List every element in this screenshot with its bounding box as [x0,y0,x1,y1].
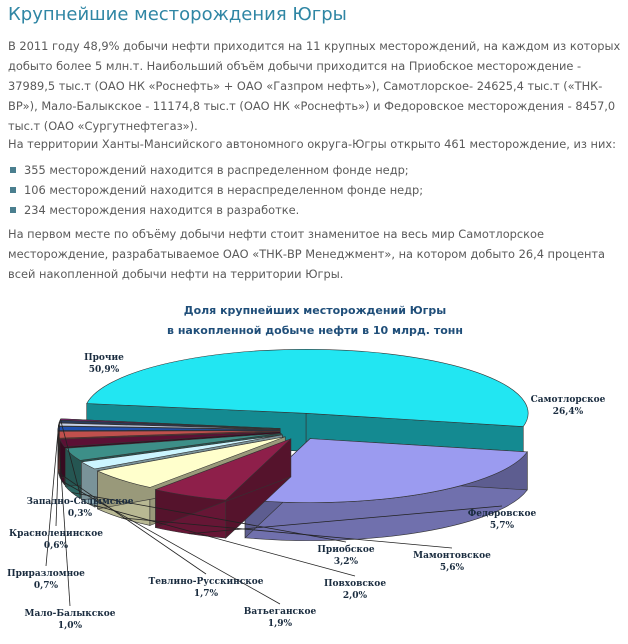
chart-title-line2: в накопленной добыче нефти в 10 млрд. тонн [167,324,463,337]
slice-name: Тевлино-Русскинское [148,577,264,587]
list-item [8,180,423,200]
slice-name: Красноленинское [8,529,104,539]
list-item-text: 106 месторождений находится в нераспределенном фонде недр; [24,183,424,197]
slice-value: 5,7% [489,521,515,531]
slice-value: 2,0% [342,591,368,601]
slice-value: 3,2% [333,557,359,567]
slice-name: Мамонтовское [413,551,491,561]
slice-value: 0,6% [43,541,69,551]
slice-value: 0,7% [33,581,59,591]
list-item-text: 234 месторождения находится в разработке. [24,203,300,217]
fields-paragraph: На территории Ханты-Мансийского автономного округа-Югры открыто 461 месторождение, из них: [8,137,616,151]
list-item [8,200,423,220]
slice-value: 0,3% [67,509,93,519]
list-item [8,160,423,180]
square-bullet-icon [10,167,16,173]
slice-name: Повховское [323,579,387,589]
samotlor-paragraph: На первом месте по объёму добычи нефти стоит знаменитое на весь мир Самотлорское месторождение, разрабатываемое ОАО «ТНК-ВР Менеджмент», на котором добыто 26,4 процента всей накопленной добычи нефти на территории Югры. [8,227,606,281]
square-bullet-icon [10,207,16,213]
slice-name: Ватьеганское [243,607,317,617]
list-item-text: 355 месторождений находится в распределенном фонде недр; [24,163,409,177]
fields-list [8,160,423,220]
slice-name: Мало-Балыкское [24,609,116,619]
slice-name: Приразломное [7,569,85,579]
slice-value: 26,4% [552,407,584,417]
slice-name: Прочие [84,353,124,363]
slice-value: 1,0% [57,621,83,631]
chart-title-line1: Доля крупнейших месторождений Югры [183,304,447,317]
slice-value: 1,9% [267,619,293,629]
slice-name: Федоровское [467,509,537,519]
square-bullet-icon [10,187,16,193]
pie-chart [0,290,628,644]
slice-value: 50,9% [88,365,120,375]
slice-value: 1,7% [193,589,219,599]
page-title: Крупнейшие месторождения Югры [8,4,347,25]
slice-value: 5,6% [439,563,465,573]
pie-slices [58,349,528,540]
intro-paragraph: В 2011 году 48,9% добычи нефти приходится на 11 крупных месторождений, на каждом из которых добыто более 5 млн.т. Наибольший объём добычи приходится на Приобское месторождение - 37989,5 тыс.т (ОАО НК «Роснефть» + ОАО «Газпром нефть»), Самотлорское- 24625,4 тыс.т («ТНК-ВР»), Мало-Балыкское - 11174,8 тыс.т (ОАО НК «Роснефть») и Федоровское месторождения - 8457,0 тыс.т (ОАО «Сургутнефтегаз»). [8,39,621,133]
slice-label [531,395,606,417]
slice-name: Приобское [317,545,375,555]
slice-name: Самотлорское [530,395,606,405]
slice-name: Западно-Салымское [26,497,134,507]
slice-label [84,353,124,375]
